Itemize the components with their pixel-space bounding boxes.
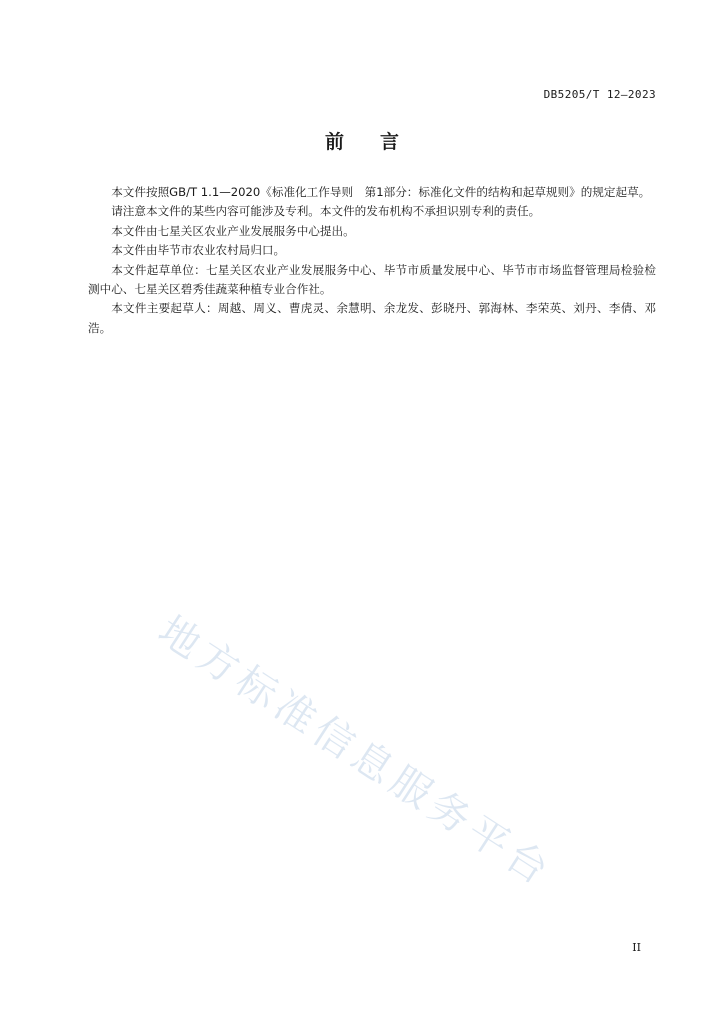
paragraph-drafting-units: 本文件起草单位：七星关区农业产业发展服务中心、毕节市质量发展中心、毕节市市场监督管理局检验检测中心、七星关区碧秀佳蔬菜种植专业合作社。 — [88, 262, 656, 297]
page-title: 前言 — [324, 131, 435, 153]
paragraph-proposed-by: 本文件由七星关区农业产业发展服务中心提出。 — [111, 223, 355, 238]
document-code: DB5205/T 12—2023 — [543, 88, 656, 101]
watermark: 地方标准信息服务平台 — [150, 607, 561, 897]
foreword-body — [88, 183, 656, 338]
paragraph-patent-notice: 请注意本文件的某些内容可能涉及专利。本文件的发布机构不承担识别专利的责任。 — [111, 204, 541, 219]
page-number: II — [632, 941, 641, 954]
paragraph-main-drafters: 本文件主要起草人：周越、周义、曹虎灵、余慧明、余龙发、彭晓丹、郭海林、李荣英、刘丹、李倩、邓浩。 — [88, 301, 656, 335]
paragraph-administered-by: 本文件由毕节市农业农村局归口。 — [111, 243, 286, 258]
paragraph-drafting-standard: 本文件按照GB/T 1.1—2020《标准化工作导则 第1部分：标准化文件的结构和起草规则》的规定起草。 — [111, 185, 651, 199]
